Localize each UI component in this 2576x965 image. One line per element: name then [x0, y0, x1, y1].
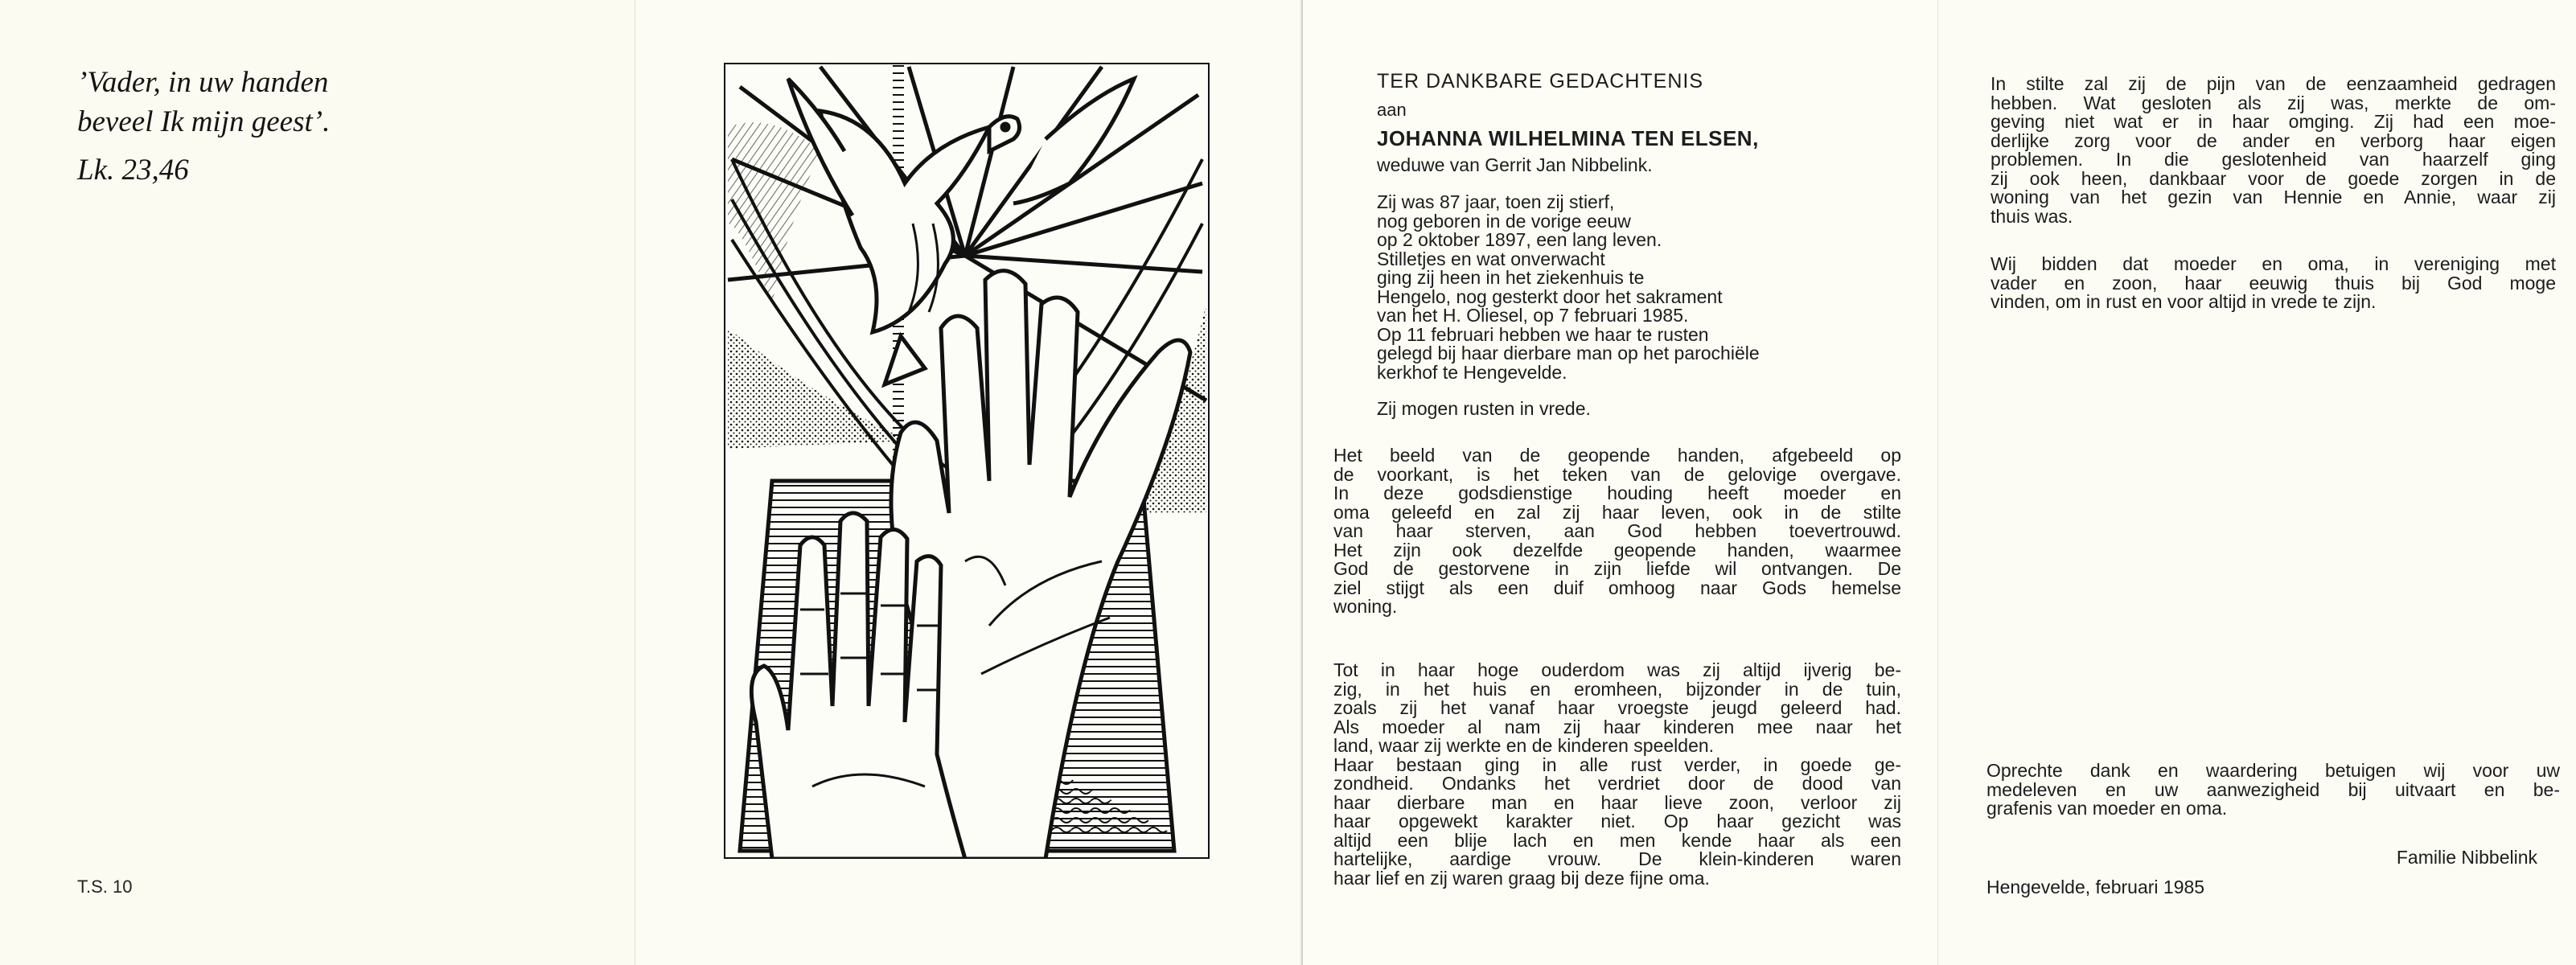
place-and-date: Hengevelde, februari 1985 [1986, 877, 2205, 897]
bio-line: van het H. Oliesel, op 7 februari 1985. [1377, 305, 1689, 326]
back-panel [1938, 0, 2576, 965]
paragraph-line: zoals zij het vanaf haar vroegste jeugd geleerd had. [1333, 697, 1901, 718]
bio-line: gelegd bij haar dierbare man op het parochiële [1377, 343, 1760, 363]
paragraph-line: thuis was. [1991, 205, 2073, 227]
thanks-paragraph [1986, 762, 2560, 819]
bio-line: Stilletjes en wat onverwacht [1377, 248, 1605, 269]
paragraph-line: medeleven en uw aanwezigheid bij uitvaart en be- [1986, 778, 2560, 800]
paragraph-line: In stilte zal zij de pijn van de eenzaamheid gedragen [1991, 73, 2556, 94]
bio-line: kerkhof te Hengevelde. [1377, 361, 1567, 383]
paragraph-line: zondheid. Ondanks het verdriet door de dood van [1333, 773, 1901, 794]
illustration-panel [635, 0, 1303, 965]
paragraph-line: Als moeder al nam zij haar kinderen mee naar het [1333, 716, 1901, 737]
quote-line: ’Vader, in uw handen [77, 66, 329, 99]
paragraph-line: haar lief en zij waren graag bij deze fijne oma. [1333, 867, 1710, 889]
paragraph-line: derlijke zorg voor de ander en verborg haar eigen [1991, 129, 2556, 151]
bio-line: Hengelo, nog gesterkt door het sakrament [1377, 285, 1723, 307]
paragraph-line: oma geleefd en zal zij haar leven, ook in de stilte [1333, 501, 1901, 523]
paragraph-line: In deze godsdienstige houding heeft moeder en [1333, 482, 1901, 503]
paragraph-line: hartelijke, aardige vrouw. De klein-kinderen waren [1333, 848, 1901, 869]
dove-and-hands-illustration [724, 63, 1210, 859]
paragraph-line: Het beeld van de geopende handen, afgebeeld op [1333, 445, 1901, 466]
biography-block [1377, 193, 1779, 382]
paragraph-line: ziel stijgt als een duif omhoog naar Gods hemelse [1333, 577, 1901, 598]
memorial-heading: TER DANKBARE GEDACHTENIS [1377, 70, 1704, 92]
paragraph-line: woning van het gezin van Hennie en Annie, waar zij [1991, 187, 2556, 207]
quote-line: beveel Ik mijn geest’. [77, 105, 331, 138]
paragraph-line: woning. [1333, 596, 1398, 617]
paragraph-line: van haar sterven, aan God hebben toevertrouwd. [1333, 520, 1901, 541]
prayer-paragraph [1991, 255, 2556, 312]
quote-reference: Lk. 23,46 [77, 154, 189, 187]
paragraph-line: altijd een blije lach en men kende haar als een [1333, 829, 1901, 851]
bio-line: nog geboren in de vorige eeuw [1377, 210, 1631, 232]
hands-paragraph [1333, 446, 1901, 617]
bible-quote [77, 63, 330, 142]
paragraph-line: haar dierbare man en haar lieve zoon, verloor zij [1333, 791, 1901, 813]
deceased-name: JOHANNA WILHELMINA TEN ELSEN, [1377, 126, 1759, 150]
paragraph-line: haar opgewekt karakter niet. Op haar gezicht was [1333, 811, 1901, 832]
paragraph-line: problemen. In die geslotenheid van haarzelf ging [1991, 149, 2556, 170]
paragraph-line: vader en zoon, haar eeuwig thuis bij God moge [1991, 272, 2556, 294]
paragraph-line: zij ook heen, dankbaar voor de goede zorgen in de [1991, 167, 2556, 189]
paragraph-line: land, waar zij werkte en de kinderen speelden. [1333, 735, 1715, 756]
bio-line: ging zij heen in het ziekenhuis te [1377, 267, 1645, 288]
bio-line: op 2 oktober 1897, een lang leven. [1377, 229, 1662, 250]
paragraph-line: vinden, om in rust en voor altijd in vrede te zijn. [1991, 291, 2377, 312]
family-signoff: Familie Nibbelink [2396, 847, 2537, 868]
paragraph-line: God de gestorvene in zijn liefde wil ontvangen. De [1333, 558, 1901, 579]
rest-in-peace-line: Zij mogen rusten in vrede. [1377, 398, 1591, 419]
memorial-panel [1303, 0, 1938, 965]
paragraph-line: hebben. Wat gesloten als zij was, merkte de om- [1991, 92, 2556, 113]
paragraph-line: Het zijn ook dezelfde geopende handen, waarmee [1333, 539, 1901, 561]
paragraph-line: Tot in haar hoge ouderdom was zij altijd ijverig be- [1333, 659, 1901, 680]
widow-of-line: weduwe van Gerrit Jan Nibbelink. [1377, 154, 1653, 175]
paragraph-line: Oprechte dank en waardering betuigen wij voor uw [1986, 760, 2560, 781]
paragraph-line: Wij bidden dat moeder en oma, in vereniging met [1991, 253, 2556, 274]
solitude-paragraph [1991, 75, 2556, 226]
life-paragraph [1333, 661, 1901, 888]
memorial-aan: aan [1377, 100, 1407, 120]
bio-line: Op 11 februari hebben we haar te rusten [1377, 323, 1709, 345]
paragraph-line: geving niet wat er in haar omging. Zij had een moe- [1991, 111, 2556, 132]
paragraph-line: grafenis van moeder en oma. [1986, 798, 2228, 819]
paragraph-line: de voorkant, is het teken van de gelovige overgave. [1333, 463, 1901, 485]
front-panel [0, 0, 635, 965]
bio-line: Zij was 87 jaar, toen zij stierf, [1377, 191, 1615, 212]
paragraph-line: zig, in het huis en eromheen, bijzonder in de tuin, [1333, 678, 1901, 700]
card-code: T.S. 10 [77, 877, 133, 897]
paragraph-line: Haar bestaan ging in alle rust verder, in goede ge- [1333, 754, 1901, 775]
